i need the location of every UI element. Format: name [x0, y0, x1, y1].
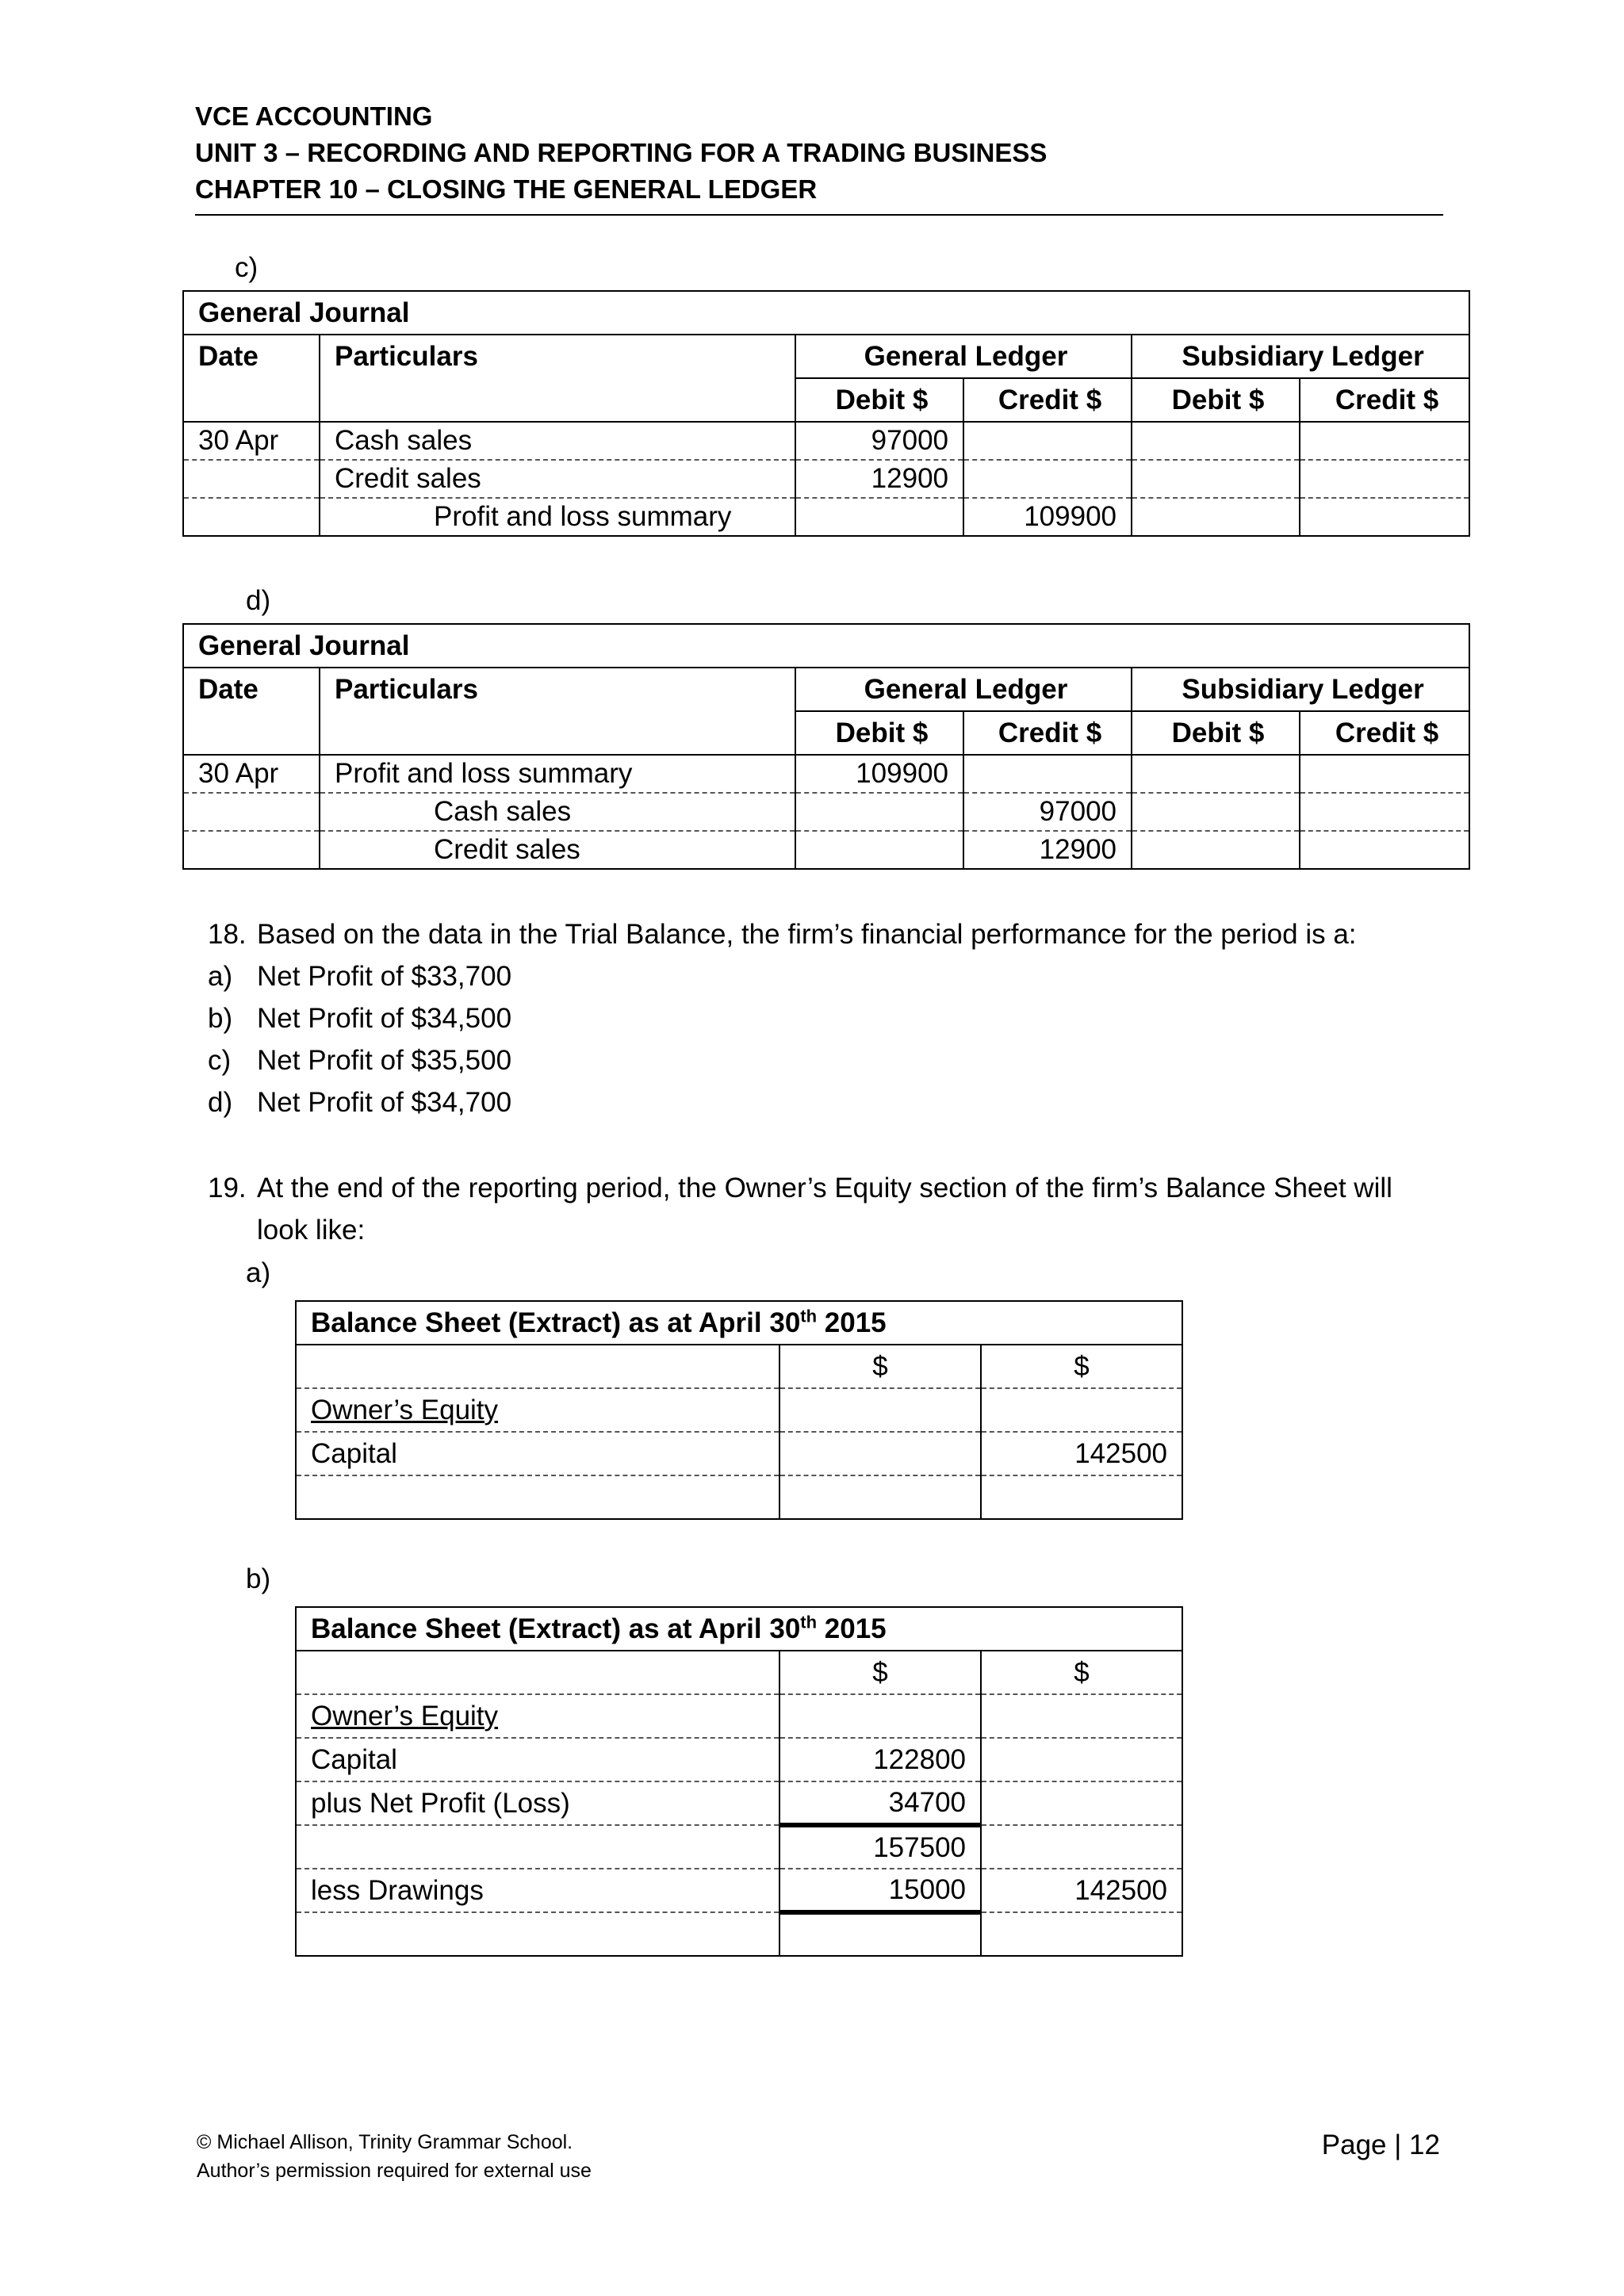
page-header — [195, 98, 1443, 216]
col-sl-credit: Credit $ — [1300, 711, 1469, 755]
col-date: Date — [183, 335, 320, 378]
row-particulars: Cash sales — [320, 422, 795, 460]
col-dollar-1: $ — [779, 1345, 981, 1388]
option-text: Net Profit of $34,500 — [257, 1003, 512, 1034]
col-sl-debit: Debit $ — [1132, 378, 1300, 422]
q19-option-b-label: b) — [246, 1563, 271, 1594]
row-gl-debit: 109900 — [795, 755, 963, 793]
question-number: 18. — [208, 919, 247, 950]
col-dollar-1: $ — [779, 1651, 981, 1694]
col-gl-credit: Credit $ — [963, 711, 1132, 755]
balance-sheet-title: Balance Sheet (Extract) as at April 30th 2015 — [296, 1607, 1182, 1651]
header-unit: UNIT 3 – RECORDING AND REPORTING FOR A TRADING BUSINESS — [195, 138, 1048, 167]
option-letter: a) — [208, 961, 233, 992]
journal-row — [183, 793, 1469, 831]
row-gl-credit — [963, 422, 1132, 460]
col-particulars: Particulars — [320, 335, 795, 378]
option-letter: d) — [208, 1087, 233, 1118]
row-particulars: Profit and loss summary — [320, 755, 795, 793]
general-journal-c — [182, 290, 1470, 537]
journal-row — [183, 755, 1469, 793]
option-text: Net Profit of $35,500 — [257, 1045, 512, 1076]
owners-equity-heading: Owner’s Equity — [296, 1388, 779, 1432]
row-date: 30 Apr — [183, 755, 320, 793]
row-particulars: Credit sales — [320, 831, 795, 869]
row-date: 30 Apr — [183, 422, 320, 460]
col-general-ledger: General Ledger — [795, 668, 1132, 711]
capital-value: 122800 — [779, 1738, 981, 1781]
balance-sheet-extract-b — [295, 1606, 1183, 1957]
option-letter: c) — [208, 1045, 232, 1076]
option-letter: b) — [208, 1003, 233, 1034]
row-gl-credit — [963, 460, 1132, 498]
col-particulars: Particulars — [320, 668, 795, 711]
net-profit-label: plus Net Profit (Loss) — [296, 1781, 779, 1825]
row-gl-credit: 12900 — [963, 831, 1132, 869]
option-d-label: d) — [246, 585, 271, 616]
copyright-text: © Michael Allison, Trinity Grammar School. — [197, 2131, 573, 2153]
journal-row — [183, 422, 1469, 460]
capital-label: Capital — [296, 1738, 779, 1781]
journal-row — [183, 460, 1469, 498]
option-text: Net Profit of $33,700 — [257, 961, 512, 992]
balance-sheet-extract-a — [295, 1300, 1183, 1520]
general-journal-d — [182, 623, 1470, 870]
col-gl-debit: Debit $ — [795, 711, 963, 755]
owners-equity-heading: Owner’s Equity — [296, 1694, 779, 1738]
row-date — [183, 498, 320, 536]
col-date: Date — [183, 668, 320, 711]
page-number: Page | 12 — [1321, 2130, 1440, 2160]
question-text: At the end of the reporting period, the Owner’s Equity section of the firm’s Balance Sheet will — [257, 1173, 1392, 1203]
drawings-value: 15000 — [779, 1869, 981, 1912]
row-date — [183, 831, 320, 869]
col-general-ledger: General Ledger — [795, 335, 1132, 378]
row-date — [183, 793, 320, 831]
journal-row — [183, 831, 1469, 869]
row-particulars: Profit and loss summary — [320, 498, 795, 536]
question-number: 19. — [208, 1173, 247, 1203]
row-particulars: Cash sales — [320, 793, 795, 831]
page-footer — [197, 2128, 592, 2185]
col-dollar-2: $ — [981, 1345, 1182, 1388]
closing-capital-total: 142500 — [981, 1869, 1182, 1912]
row-gl-debit: 12900 — [795, 460, 963, 498]
row-gl-debit: 97000 — [795, 422, 963, 460]
row-gl-credit — [963, 755, 1132, 793]
col-subsidiary-ledger: Subsidiary Ledger — [1132, 668, 1469, 711]
subtotal-value: 157500 — [779, 1825, 981, 1869]
row-gl-credit: 109900 — [963, 498, 1132, 536]
col-subsidiary-ledger: Subsidiary Ledger — [1132, 335, 1469, 378]
net-profit-value: 34700 — [779, 1781, 981, 1825]
row-date — [183, 460, 320, 498]
row-particulars: Credit sales — [320, 460, 795, 498]
option-text: Net Profit of $34,700 — [257, 1087, 512, 1118]
col-sl-credit: Credit $ — [1300, 378, 1469, 422]
journal-title: General Journal — [183, 624, 1469, 668]
journal-title: General Journal — [183, 291, 1469, 335]
row-gl-debit — [795, 793, 963, 831]
capital-label: Capital — [296, 1432, 779, 1475]
question-text: look like: — [257, 1215, 366, 1246]
option-c-label: c) — [235, 252, 259, 283]
balance-sheet-title: Balance Sheet (Extract) as at April 30th 2015 — [296, 1301, 1182, 1345]
col-gl-debit: Debit $ — [795, 378, 963, 422]
row-gl-credit: 97000 — [963, 793, 1132, 831]
row-gl-debit — [795, 831, 963, 869]
col-sl-debit: Debit $ — [1132, 711, 1300, 755]
header-subject: VCE ACCOUNTING — [195, 101, 433, 131]
col-dollar-2: $ — [981, 1651, 1182, 1694]
permission-text: Author’s permission required for external use — [197, 2160, 592, 2182]
capital-total: 142500 — [981, 1432, 1182, 1475]
col-gl-credit: Credit $ — [963, 378, 1132, 422]
question-text: Based on the data in the Trial Balance, the firm’s financial performance for the period is a: — [257, 919, 1357, 950]
drawings-label: less Drawings — [296, 1869, 779, 1912]
journal-row — [183, 498, 1469, 536]
row-gl-debit — [795, 498, 963, 536]
q19-option-a-label: a) — [246, 1257, 271, 1288]
header-chapter: CHAPTER 10 – CLOSING THE GENERAL LEDGER — [195, 174, 818, 204]
